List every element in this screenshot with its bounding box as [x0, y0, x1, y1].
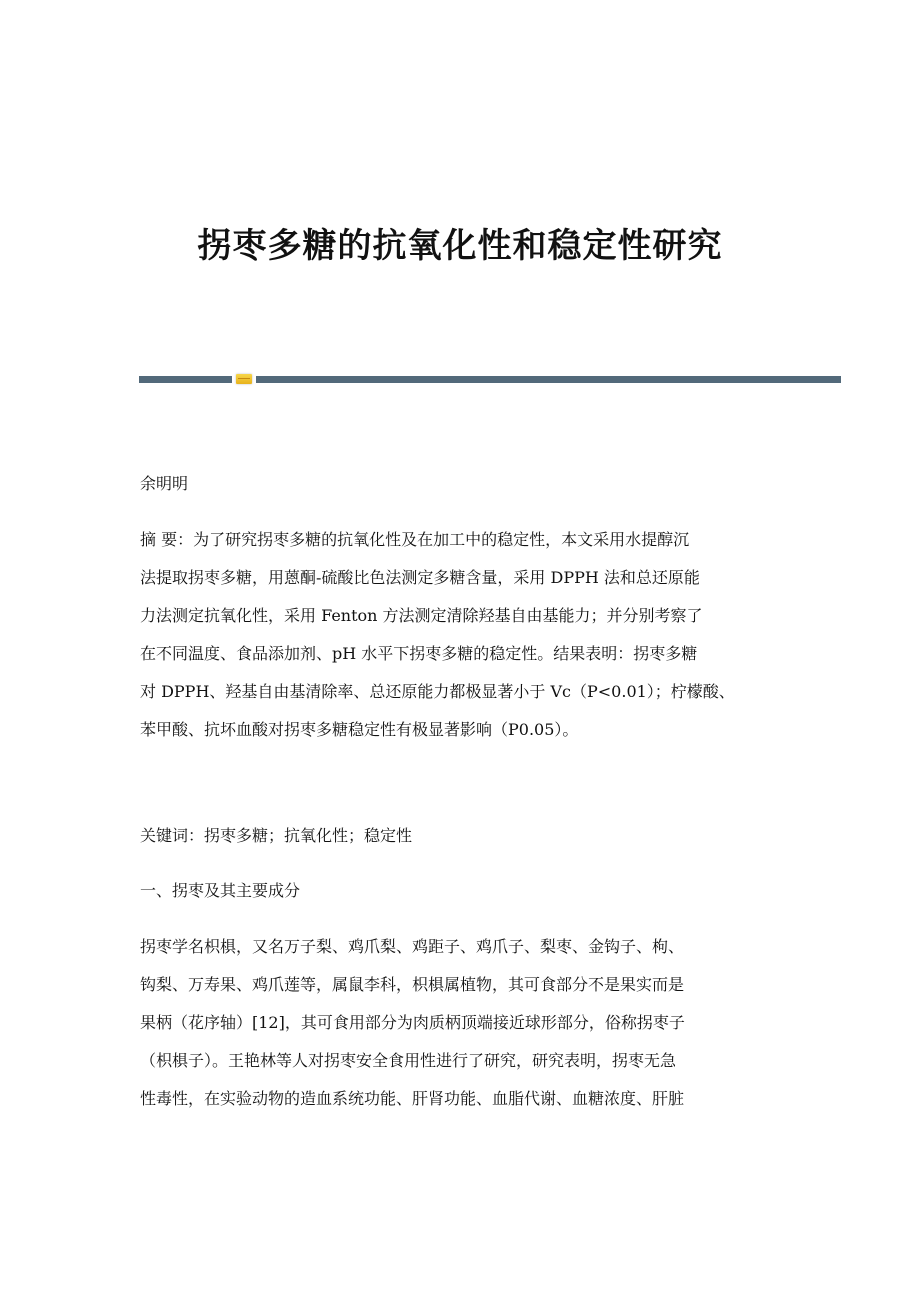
author: 余明明	[140, 474, 189, 493]
abstract-line: 苯甲酸、抗坏血酸对拐枣多糖稳定性有极显著影响（P0.05）。	[140, 720, 579, 739]
abstract-line: 摘 要：为了研究拐枣多糖的抗氧化性及在加工中的稳定性，本文采用水提醇沉	[140, 530, 690, 549]
keywords: 关键词：拐枣多糖；抗氧化性；稳定性	[140, 826, 413, 845]
divider-left	[139, 376, 232, 383]
abstract-line: 在不同温度、食品添加剂、pH 水平下拐枣多糖的稳定性。结果表明：拐枣多糖	[140, 644, 698, 663]
body-line: 性毒性，在实验动物的造血系统功能、肝肾功能、血脂代谢、血糖浓度、肝脏	[140, 1089, 685, 1108]
body-line: （枳椇子）。王艳林等人对拐枣安全食用性进行了研究，研究表明，拐枣无急	[140, 1051, 677, 1070]
body-line: 拐枣学名枳椇，又名万子梨、鸡爪梨、鸡距子、鸡爪子、梨枣、金钩子、枸、	[140, 937, 685, 956]
body-line: 钩梨、万寿果、鸡爪莲等，属鼠李科，枳椇属植物，其可食部分不是果实而是	[140, 975, 685, 994]
abstract-line: 法提取拐枣多糖，用蒽酮-硫酸比色法测定多糖含量，采用 DPPH 法和总还原能	[140, 568, 700, 587]
body-line: 果柄（花序轴）[12]，其可食用部分为肉质柄顶端接近球形部分，俗称拐枣子	[140, 1013, 685, 1032]
section-heading: 一、拐枣及其主要成分	[140, 881, 301, 900]
document-title: 拐枣多糖的抗氧化性和稳定性研究	[197, 226, 723, 266]
divider-right	[256, 376, 841, 383]
abstract-line: 对 DPPH、羟基自由基清除率、总还原能力都极显著小于 Vc（P<0.01）；柠檬酸、	[140, 682, 735, 701]
abstract-line: 力法测定抗氧化性，采用 Fenton 方法测定清除羟基自由基能力；并分别考察了	[140, 606, 703, 625]
divider-ornament-icon	[236, 374, 252, 384]
